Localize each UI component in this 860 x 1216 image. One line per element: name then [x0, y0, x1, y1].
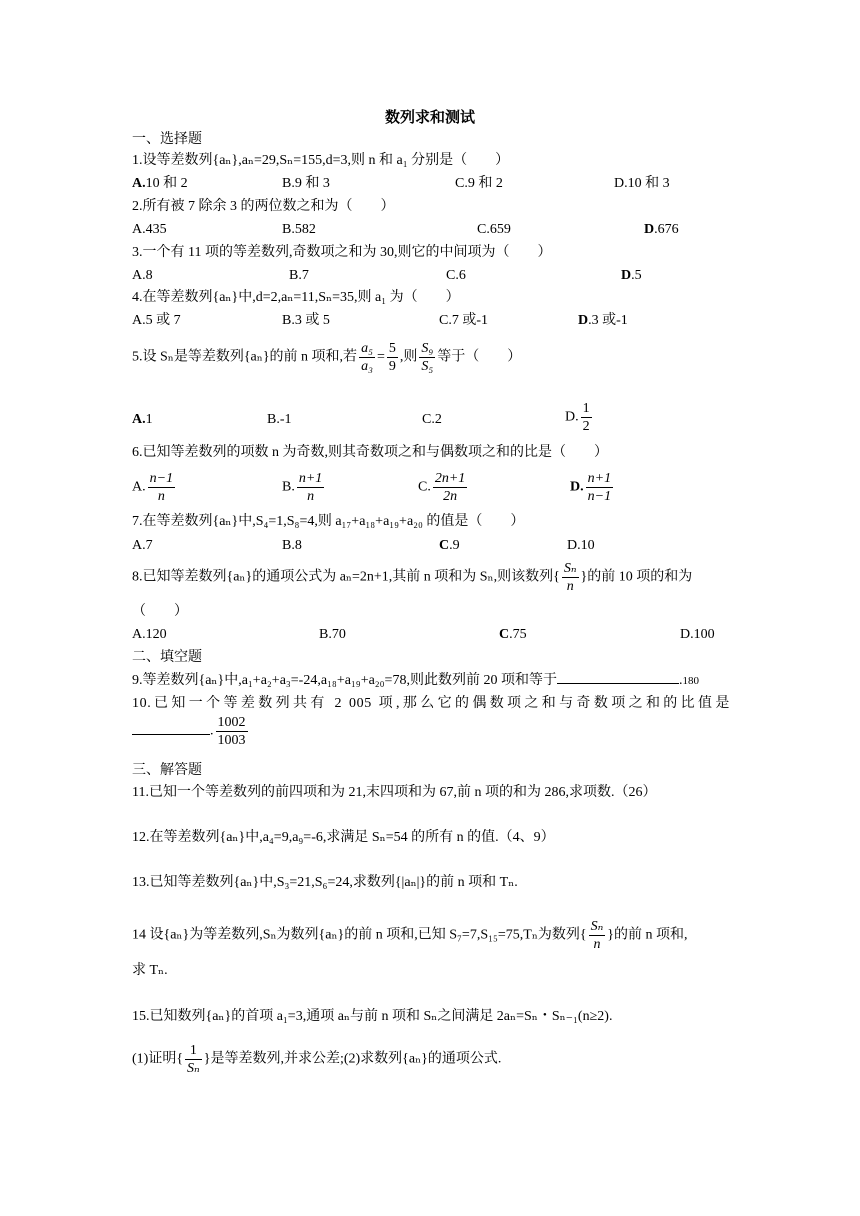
fraction-n-plus-1-over-n — [297, 470, 324, 505]
question-15: 15.已知数列{aₙ}的首项 a₁=3,通项 aₙ与前 n 项和 Sₙ之间满足 2aₙ=Sₙ・Sₙ₋₁(n≥2). — [132, 1009, 613, 1024]
q2-option-c: C.659 — [477, 222, 511, 237]
question-2: 2.所有被 7 除余 3 的两位数之和为（ ） — [132, 199, 395, 214]
q5-stem-start: 5.设 Sₙ是等差数列{aₙ}的前 n 项和,若 — [132, 349, 358, 365]
fraction-1002-over-1003 — [216, 714, 248, 749]
q3-option-c: C.6 — [446, 268, 466, 283]
question-12: 12.在等差数列{aₙ}中,a₄=9,a₉=-6,求满足 Sₙ=54 的所有 n 的值.（4、9） — [132, 830, 555, 845]
fraction-sn-over-n — [589, 918, 606, 953]
fraction-1-over-2 — [581, 400, 592, 435]
q10-answer-line: . $\frac{1002}{1003}$ — [132, 714, 250, 749]
q10-answer-blank — [132, 734, 210, 735]
q6-option-a — [132, 470, 177, 505]
q9-stem: 9.等差数列{aₙ}中,a₁+a₂+a₃=-24,a₁₈+a₁₉+a₂₀=78,则此数列前 20 项和等于 — [132, 673, 557, 688]
q4-option-b: B.3 或 5 — [282, 313, 330, 328]
q8-option-c-letter: C — [499, 627, 510, 642]
section-fill-heading: 二、填空题 — [132, 650, 202, 665]
q1-option-a-text: 10 和 2 — [145, 176, 188, 191]
fraction-numerator: 2n+1 — [434, 471, 466, 486]
fraction-numerator: n−1 — [149, 471, 174, 486]
fraction-n-minus-1-over-n — [148, 470, 175, 505]
q2-option-d-letter: D — [644, 222, 655, 237]
fraction-numerator: 5 — [388, 341, 396, 356]
question-9: 9.等差数列{aₙ}中,a₁+a₂+a₃=-24,a₁₈+a₁₉+a₂₀=78,则此数列前 20 项和等于 .180 — [132, 673, 699, 688]
q14-stem-end: }的前 n 项和, — [607, 927, 688, 943]
fraction-denominator: Sₙ — [187, 1061, 200, 1076]
q6-option-c-label: C. — [418, 479, 431, 495]
fraction-numerator: Sₙ — [590, 919, 604, 934]
q8-option-a: A.120 — [132, 627, 167, 642]
fraction-denominator: n — [307, 489, 315, 504]
q5-option-d — [565, 400, 594, 435]
fraction-denominator: n — [566, 579, 574, 594]
fraction-denominator: n — [157, 489, 165, 504]
question-14 — [132, 918, 688, 953]
q4-option-d-text: .3 或-1 — [588, 313, 628, 328]
q2-option-b: B.582 — [282, 222, 316, 237]
question-4: 4.在等差数列{aₙ}中,d=2,aₙ=11,Sₙ=35,则 a₁ 为（ ） — [132, 290, 460, 305]
q5-stem-end: 等于（ ） — [437, 349, 522, 365]
question-1: 1.设等差数列{aₙ},aₙ=29,Sₙ=155,d=3,则 n 和 a₁ 分别是（ ） — [132, 153, 510, 168]
fraction-denominator: 2n — [443, 489, 458, 504]
q7-option-b: B.8 — [282, 538, 302, 553]
q8-option-b: B.70 — [319, 627, 346, 642]
q5-option-d-label: D. — [565, 409, 579, 425]
section-solve-heading: 三、解答题 — [132, 763, 202, 778]
q3-option-b: B.7 — [289, 268, 309, 283]
q7-option-c-letter: C — [439, 538, 450, 553]
fraction-s9-over-s5 — [419, 340, 435, 375]
q15-part-end: }是等差数列,并求公差;(2)求数列{aₙ}的通项公式. — [203, 1051, 502, 1067]
q5-option-a-letter: A — [132, 412, 143, 427]
fraction-numerator: 1 — [582, 401, 590, 416]
q5-option-b: B.-1 — [267, 412, 292, 427]
q2-option-d — [644, 220, 679, 240]
q8-answer-paren: （ ） — [132, 604, 188, 619]
fraction-denominator: a₃ — [361, 359, 373, 374]
q1-option-a-letter: A — [132, 176, 143, 191]
fraction-denominator: 1003 — [217, 733, 246, 748]
equals-sign: = — [376, 349, 385, 365]
question-10: 10.已知一个等差数列共有 2 005 项,那么它的偶数项之和与奇数项之和的比值是 — [132, 696, 730, 711]
fraction-denominator: n−1 — [587, 489, 612, 504]
question-6: 6.已知等差数列的项数 n 为奇数,则其奇数项之和与偶数项之和的比是（ ） — [132, 445, 608, 460]
q8-option-d: D.100 — [680, 627, 715, 642]
fraction-5-over-9 — [387, 340, 398, 375]
q1-option-b: B.9 和 3 — [282, 176, 330, 191]
q1-option-d: D.10 和 3 — [614, 176, 670, 191]
q14-stem-start: 14 设{aₙ}为等差数列,Sₙ为数列{aₙ}的前 n 项和,已知 S₇=7,S₁₅=75,Tₙ为数列{ — [132, 927, 587, 943]
fraction-denominator: 2 — [582, 419, 590, 434]
fraction-denominator: S₅ — [421, 359, 434, 374]
q6-option-a-label: A. — [132, 479, 146, 495]
q2-option-a: A.435 — [132, 222, 167, 237]
q5-option-c: C.2 — [422, 412, 442, 427]
q1-option-c: C.9 和 2 — [455, 176, 503, 191]
fraction-sn-over-n — [562, 560, 579, 595]
question-3: 3.一个有 11 项的等差数列,奇数项之和为 30,则它的中间项为（ ） — [132, 245, 552, 260]
q8-option-c — [499, 625, 527, 645]
q6-option-c — [418, 470, 469, 505]
q8-option-c-text: .75 — [509, 627, 527, 642]
q6-option-b-label: B. — [282, 479, 295, 495]
q4-option-d-letter: D — [578, 313, 589, 328]
fraction-numerator: 1002 — [217, 715, 246, 730]
q9-answer-note: 180 — [682, 675, 699, 687]
fraction-numerator: a₅ — [361, 341, 373, 356]
q3-option-d-text: .5 — [631, 268, 642, 283]
q7-option-a: A.7 — [132, 538, 153, 553]
fraction-2n-plus-1-over-2n — [433, 470, 467, 505]
q5-stem-mid: ,则 — [399, 349, 418, 365]
question-5 — [132, 340, 521, 375]
q8-stem-start: 8.已知等差数列{aₙ}的通项公式为 aₙ=2n+1,其前 n 项和为 Sₙ,则该数列{ — [132, 569, 560, 585]
q5-option-a-text: 1 — [145, 412, 153, 427]
q4-option-a: A.5 或 7 — [132, 313, 181, 328]
q3-option-a: A.8 — [132, 268, 153, 283]
section-choice-heading: 一、选择题 — [132, 132, 202, 147]
q7-option-c-text: .9 — [449, 538, 460, 553]
fraction-numerator: S₉ — [421, 341, 434, 356]
fraction-numerator: n+1 — [587, 471, 612, 486]
q7-option-d: D.10 — [567, 538, 595, 553]
q5-option-a: A.1 — [132, 412, 153, 427]
q7-option-c — [439, 536, 460, 556]
q6-option-b — [282, 470, 326, 505]
q4-option-c: C.7 或-1 — [439, 313, 488, 328]
fraction-n-plus-1-over-n-minus-1 — [586, 470, 613, 505]
q1-option-a: A.10 和 2 — [132, 176, 188, 191]
q3-option-d-letter: D — [621, 268, 632, 283]
question-7: 7.在等差数列{aₙ}中,S₄=1,S₈=4,则 a₁₇+a₁₈+a₁₉+a₂₀ 的值是（ ） — [132, 514, 525, 529]
page-title: 数列求和测试 — [384, 110, 475, 126]
fraction-denominator: 9 — [388, 359, 396, 374]
q2-option-d-text: .676 — [654, 222, 679, 237]
fraction-numerator: Sₙ — [563, 561, 577, 576]
question-8 — [132, 560, 692, 595]
q6-option-d: D. $\frac{n+1}{n-1}$ — [570, 471, 612, 504]
q9-answer-blank — [557, 683, 679, 684]
q15-parts — [132, 1042, 501, 1077]
q15-part-start: (1)证明{ — [132, 1051, 184, 1067]
fraction-numerator: n+1 — [298, 471, 323, 486]
question-13: 13.已知等差数列{aₙ}中,S₃=21,S₆=24,求数列{|aₙ|}的前 n 项和 Tₙ. — [132, 875, 518, 890]
q6-option-d-letter: D — [570, 479, 581, 495]
fraction-numerator: 1 — [185, 1042, 202, 1060]
fraction-1-over-sn — [185, 1042, 202, 1077]
q14-second-line: 求 Tₙ. — [132, 963, 168, 978]
q8-stem-end: }的前 10 项的和为 — [580, 569, 693, 585]
q4-option-d — [578, 311, 628, 331]
fraction-denominator: n — [593, 937, 601, 952]
fraction-a5-over-a3 — [359, 340, 375, 375]
question-11: 11.已知一个等差数列的前四项和为 21,末四项和为 67,前 n 项的和为 286,求项数.（26） — [132, 785, 657, 800]
q3-option-d — [621, 266, 642, 286]
